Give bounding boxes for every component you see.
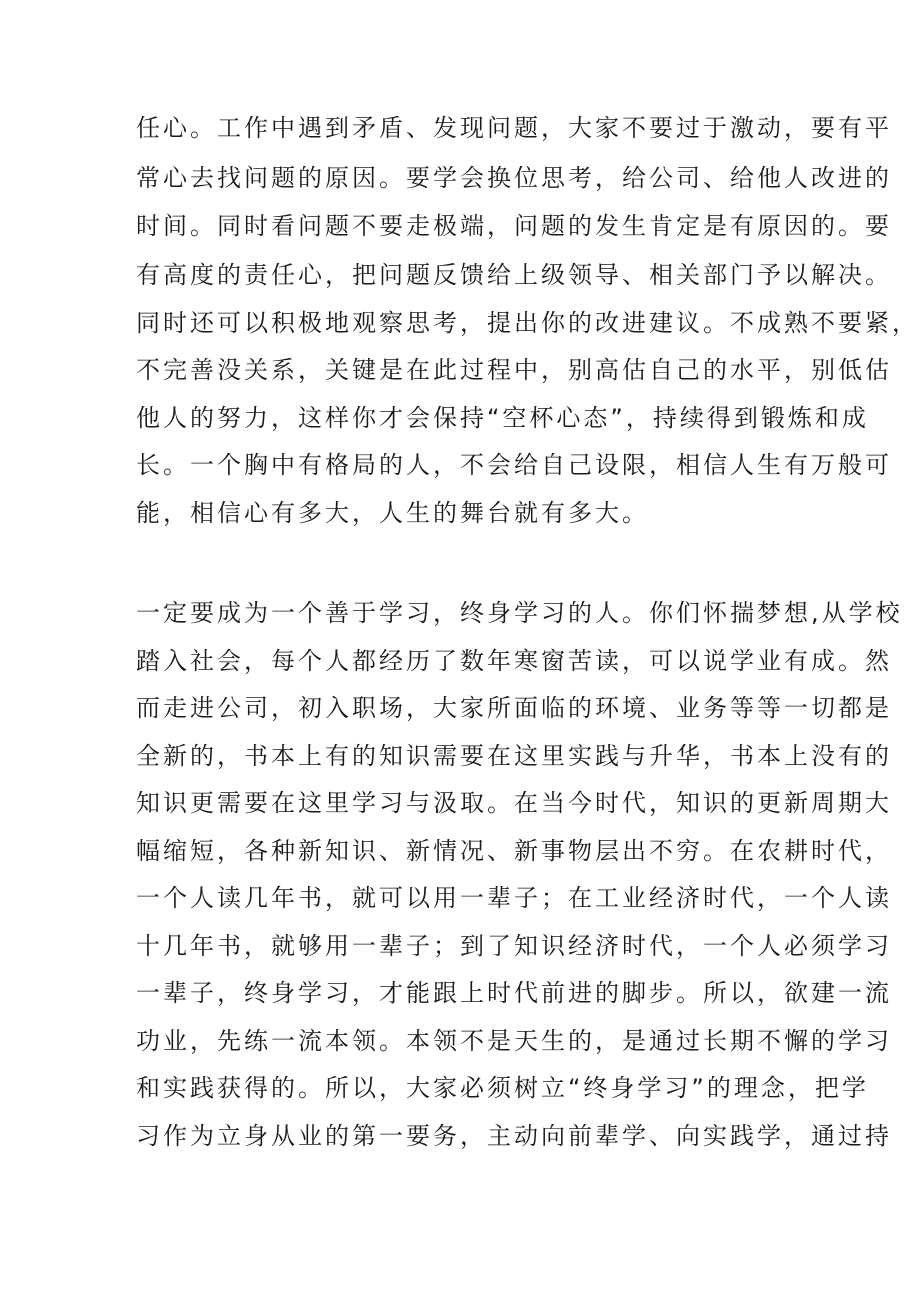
text-line: 一辈子，终身学习，才能跟上时代前进的脚步。所以，欲建一流 [136,979,892,1007]
text-line: 习作为立身从业的第一要务，主动向前辈学、向实践学，通过持 [136,1122,892,1150]
text-line: 不完善没关系，关键是在此过程中，别高估自己的水平，别低估 [136,356,892,384]
text-line: 长。一个胸中有格局的人，不会给自己设限，相信人生有万般可 [136,451,892,479]
text-line: 能，相信心有多大，人生的舞台就有多大。 [136,499,649,527]
text-line: 任心。工作中遇到矛盾、发现问题，大家不要过于激动，要有平 [136,114,892,142]
text-line: 一个人读几年书，就可以用一辈子；在工业经济时代，一个人读 [136,884,892,912]
text-line: 同时还可以积极地观察思考，提出你的改进建议。不成熟不要紧， [136,309,919,337]
text-line: 时间。同时看问题不要走极端，问题的发生肯定是有原因的。要 [136,212,892,240]
text-line: 知识更需要在这里学习与汲取。在当今时代，知识的更新周期大 [136,789,892,817]
text-line: 他人的努力，这样你才会保持“空杯心态”，持续得到锻炼和成 [136,404,869,432]
text-line: 全新的，书本上有的知识需要在这里实践与升华，书本上没有的 [136,742,892,770]
text-line: 十几年书，就够用一辈子；到了知识经济时代，一个人必须学习 [136,932,892,960]
text-line: 功业，先练一流本领。本领不是天生的，是通过长期不懈的学习 [136,1027,892,1055]
text-line: 一定要成为一个善于学习，终身学习的人。你们怀揣梦想,从学校 [136,599,903,627]
text-line: 而走进公司，初入职场，大家所面临的环境、业务等等一切都是 [136,694,892,722]
text-line: 幅缩短，各种新知识、新情况、新事物层出不穷。在农耕时代， [136,837,892,865]
text-line: 有高度的责任心，把问题反馈给上级领导、相关部门予以解决。 [136,261,892,289]
text-line: 和实践获得的。所以，大家必须树立“终身学习”的理念，把学 [136,1074,869,1102]
text-line: 踏入社会，每个人都经历了数年寒窗苦读，可以说学业有成。然 [136,647,892,675]
text-line: 常心去找问题的原因。要学会换位思考，给公司、给他人改进的 [136,164,892,192]
